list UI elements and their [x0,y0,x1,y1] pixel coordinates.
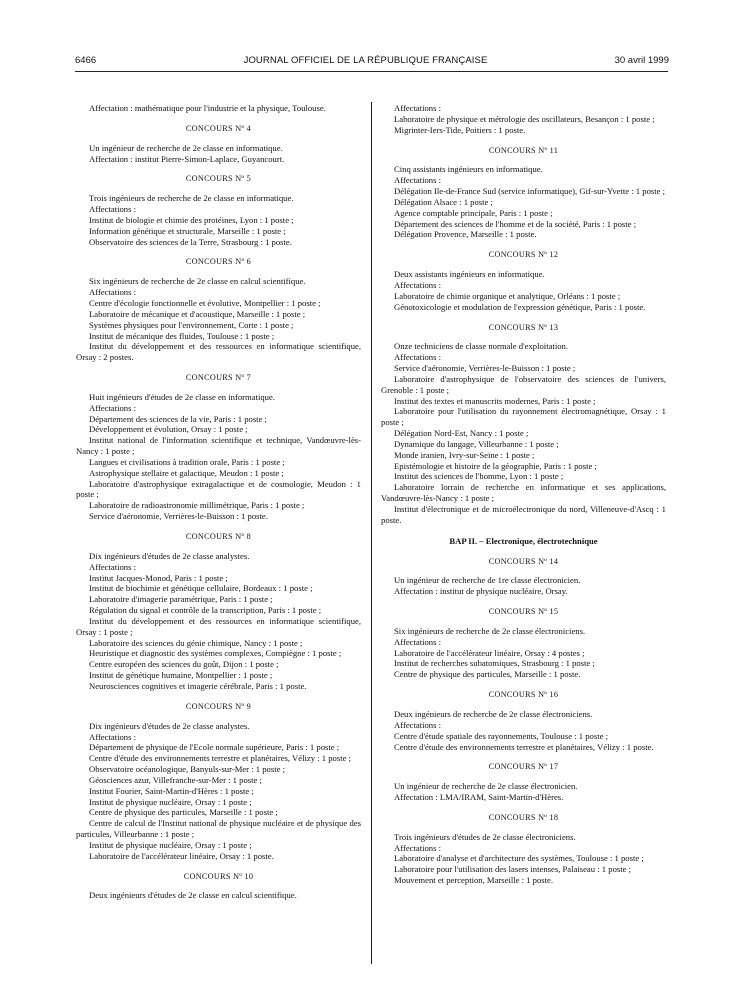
paragraph: Un ingénieur de recherche de 1re classe électronicien. [394,575,581,586]
publication-date: 30 avril 1999 [614,55,669,66]
paragraph: Institut de biochimie et génétique cellulaire, Bordeaux : 1 poste ; [89,583,313,594]
paragraph: Institut des sciences de l'homme, Lyon : 1 poste ; [394,471,564,482]
paragraph: Deux ingénieurs de recherche de 2e classe électroniciens. [394,708,593,719]
paragraph: Neurosciences cognitives et imagerie cérébrale, Paris : 1 poste. [89,680,307,691]
concours-heading: CONCOURS Nº 15 [488,607,559,617]
paragraph: Deux ingénieurs d'études de 2e classe en calcul scientifique. [89,890,297,901]
paragraph: Développement et évolution, Orsay : 1 poste ; [89,424,248,435]
paragraph: Affectation : institut Pierre-Simon-Laplace, Guyancourt. [89,153,285,164]
paragraph: Centre de physique des particules, Marseille : 1 poste. [394,669,581,680]
paragraph: Institut de mécanique des fluides, Toulouse : 1 poste ; [89,330,275,341]
paragraph: Cinq assistants ingénieurs en informatique. [394,164,543,175]
paragraph: Institut de physique nucléaire, Orsay : 1 poste ; [89,796,252,807]
paragraph: Affectation : institut de physique nucléaire, Orsay. [394,586,568,597]
paragraph: Centre d'écologie fonctionnelle et évolutive, Montpellier : 1 poste ; [89,297,321,308]
paragraph: Observatoire océanologique, Banyuls-sur-Mer : 1 poste ; [89,764,285,775]
paragraph: Institut du développement et des ressources en informatique scientifique, Orsay : 1 poste ; [76,615,361,637]
paragraph: Affectations : [89,204,137,215]
paragraph: Institut de recherches subatomiques, Strasbourg : 1 poste ; [394,658,595,669]
paragraph: Laboratoire d'analyse et d'architecture des systèmes, Toulouse : 1 poste ; [394,853,644,864]
paragraph: Centre de calcul de l'Institut national de physique nucléaire et de physique des particules, Villeurbanne : 1 poste ; [76,818,361,840]
paragraph: Département des sciences de la vie, Paris : 1 poste ; [89,413,267,424]
concours-heading: CONCOURS Nº 8 [185,532,252,541]
paragraph: Service d'aéronomie, Verrières-le-Buisson : 1 poste ; [394,363,576,374]
paragraph: Institut de physique nucléaire, Orsay : 1 poste ; [89,839,252,850]
paragraph: Laboratoire d'astrophysique extragalactique et de cosmologie, Meudon : 1 poste ; [76,478,361,500]
concours-heading: CONCOURS Nº 13 [488,322,559,332]
paragraph: Six ingénieurs de recherche de 2e classe électroniciens. [394,625,586,636]
paragraph: Onze techniciens de classe normale d'exploitation. [394,341,568,352]
paragraph: Géosciences azur, Villefranche-sur-Mer : 1 poste ; [89,774,262,785]
paragraph: Délégation Alsace : 1 poste ; [394,196,493,207]
paragraph: Laboratoire pour l'utilisation des lasers intenses, Palaiseau : 1 poste ; [394,864,632,875]
page-number: 6466 [75,55,97,66]
paragraph: Département de physique de l'Ecole normale supérieure, Paris : 1 poste ; [89,742,340,753]
concours-heading: CONCOURS Nº 14 [488,556,559,566]
paragraph: Institut Fourier, Saint-Martin-d'Hères : 1 poste ; [89,785,254,796]
paragraph: Astrophysique stellaire et galactique, Meudon : 1 poste ; [89,467,284,478]
paragraph: Centre d'étude spatiale des rayonnements, Toulouse : 1 poste ; [394,730,608,741]
paragraph: Délégation Provence, Marseille : 1 poste. [394,229,537,240]
paragraph: Trois ingénieurs de recherche de 2e classe en informatique. [89,193,294,204]
paragraph: Information génétique et structurale, Marseille : 1 poste ; [89,225,286,236]
page-header [0,54,731,68]
paragraph: Six ingénieurs de recherche de 2e classe en calcul scientifique. [89,276,306,287]
concours-heading: CONCOURS Nº 10 [183,871,254,881]
paragraph: Un ingénieur de recherche de 2e classe en informatique. [89,142,283,153]
paragraph: Institut de biologie et chimie des protéines, Lyon : 1 poste ; [89,214,294,225]
paragraph: Affectation : mathématique pour l'industrie et la physique, Toulouse. [89,103,326,113]
left-column [76,103,361,901]
paragraph: Laboratoire d'imagerie paramétrique, Paris : 1 poste ; [89,594,273,605]
paragraph: Laboratoire lorrain de recherche en informatique et ses applications, Vandœuvre-lès-Nancy : 1 poste ; [381,482,666,504]
paragraph: Institut d'électronique et de microélectronique du nord, Villeneuve-d'Ascq : 1 poste. [381,504,666,525]
paragraph: Laboratoire de l'accélérateur linéaire, Orsay : 4 postes ; [394,647,585,658]
paragraph: Institut des textes et manuscrits modernes, Paris : 1 poste ; [394,395,596,406]
paragraph: Affectations : [394,175,442,186]
paragraph: Laboratoire de l'accélérateur linéaire, Orsay : 1 poste. [89,850,274,861]
concours-heading: CONCOURS Nº 4 [185,123,252,133]
paragraph: Observatoire des sciences de la Terre, Strasbourg : 1 poste. [89,236,292,247]
paragraph: Laboratoire pour l'utilisation du rayonnement électromagnétique, Orsay : 1 poste ; [381,406,666,428]
paragraph: Institut Jacques-Monod, Paris : 1 poste ; [89,572,228,583]
paragraph: Affectations : [394,842,442,853]
paragraph: Dynamique du langage, Villeurbanne : 1 poste ; [394,438,559,449]
paragraph: Affectations : [394,352,442,363]
paragraph: Langues et civilisations à tradition orale, Paris : 1 poste ; [89,456,285,467]
paragraph: Affectations : [89,402,137,413]
paragraph: Monde iranien, Ivry-sur-Seine : 1 poste ; [394,449,535,460]
paragraph: Laboratoire de mécanique et d'acoustique, Marseille : 1 poste ; [89,308,306,319]
paragraph: Institut de génétique humaine, Montpellier : 1 poste ; [89,670,273,681]
paragraph: Laboratoire des sciences du génie chimique, Nancy : 1 poste ; [89,637,303,648]
paragraph: Agence comptable principale, Paris : 1 poste ; [394,207,553,218]
paragraph: Délégation Ile-de-France Sud (service informatique), Gif-sur-Yvette : 1 poste ; [394,186,666,197]
paragraph: Centre européen des sciences du goût, Dijon : 1 poste ; [89,659,279,670]
concours-heading: CONCOURS Nº 11 [488,145,559,155]
paragraph: Affectation : LMA/IRAM, Saint-Martin-d'Hères. [394,792,564,803]
concours-heading: CONCOURS Nº 16 [488,690,559,700]
paragraph: Affectations : [394,279,442,290]
paragraph: Affectations : [89,731,137,742]
paragraph: Systèmes physiques pour l'environnement, Corte : 1 poste ; [89,319,294,330]
concours-heading: CONCOURS Nº 12 [488,250,559,260]
paragraph: Affectations : [394,103,442,113]
paragraph: Institut national de l'information scientifique et technique, Vandœuvre-lès-Nancy : 1 poste ; [76,435,361,457]
paragraph: Un ingénieur de recherche de 2e classe électronicien. [394,781,578,792]
paragraph: Deux assistants ingénieurs en informatique. [394,269,545,280]
paragraph: Affectations : [394,636,442,647]
paragraph: Département des sciences de l'homme et de la société, Paris : 1 poste ; [394,218,637,229]
paragraph: Epistémologie et histoire de la géographie, Paris : 1 poste ; [394,460,597,471]
paragraph: Laboratoire de radioastronomie millimétrique, Paris : 1 poste ; [89,500,305,511]
paragraph: Génotoxicologie et modulation de l'expression génétique, Paris : 1 poste. [394,301,646,312]
paragraph: Régulation du signal et contrôle de la transcription, Paris : 1 poste ; [89,605,322,616]
concours-heading: CONCOURS Nº 6 [185,257,252,267]
paragraph: Centre de physique des particules, Marseille : 1 poste ; [89,807,278,818]
paragraph: Laboratoire de physique et métrologie des oscillateurs, Besançon : 1 poste ; [394,113,655,124]
concours-heading: CONCOURS Nº 5 [185,174,252,184]
right-column [381,103,666,886]
paragraph: Heuristique et diagnostic des systèmes complexes, Compiègne : 1 poste ; [89,648,342,659]
paragraph: Trois ingénieurs d'études de 2e classe électroniciens. [394,831,576,842]
paragraph: Institut du développement et des ressources en informatique scientifique, Orsay : 2 postes. [76,341,361,363]
paragraph: Huit ingénieurs d'études de 2e classe en informatique. [89,391,275,402]
paragraph: Laboratoire de chimie organique et analytique, Orléans : 1 poste ; [394,290,621,301]
paragraph: Migrinter-Iers-Tide, Poitiers : 1 poste. [394,124,526,135]
concours-heading: CONCOURS Nº 9 [185,701,252,711]
paragraph: Dix ingénieurs d'études de 2e classe analystes. [89,550,250,561]
column-divider [371,102,372,964]
paragraph: Affectations : [89,561,137,572]
paragraph: Centre d'étude des environnements terrestre et planétaires, Vélizy : 1 poste ; [89,753,351,764]
paragraph: Mouvement et perception, Marseille : 1 poste. [394,875,554,886]
paragraph: Service d'aéronomie, Verrières-le-Buisson : 1 poste. [89,511,268,522]
journal-title: JOURNAL OFFICIEL DE LA RÉPUBLIQUE FRANÇAISE [243,55,488,66]
paragraph: Dix ingénieurs d'études de 2e classe analystes. [89,720,250,731]
paragraph: Laboratoire d'astrophysique de l'observatoire des sciences de l'univers, Grenoble : 1 poste ; [381,373,666,395]
paragraph: Affectations : [394,719,442,730]
concours-heading: CONCOURS Nº 17 [488,762,559,772]
paragraph: Affectations : [89,287,137,298]
concours-heading: CONCOURS Nº 18 [488,812,559,822]
section-heading: BAP II. – Electronique, électrotechnique [449,535,598,546]
paragraph: Centre d'étude des environnements terrestre et planétaires, Vélizy : 1 poste. [394,741,654,752]
header-rule [75,71,668,72]
concours-heading: CONCOURS Nº 7 [185,373,252,383]
paragraph: Délégation Nord-Est, Nancy : 1 poste ; [394,428,529,439]
